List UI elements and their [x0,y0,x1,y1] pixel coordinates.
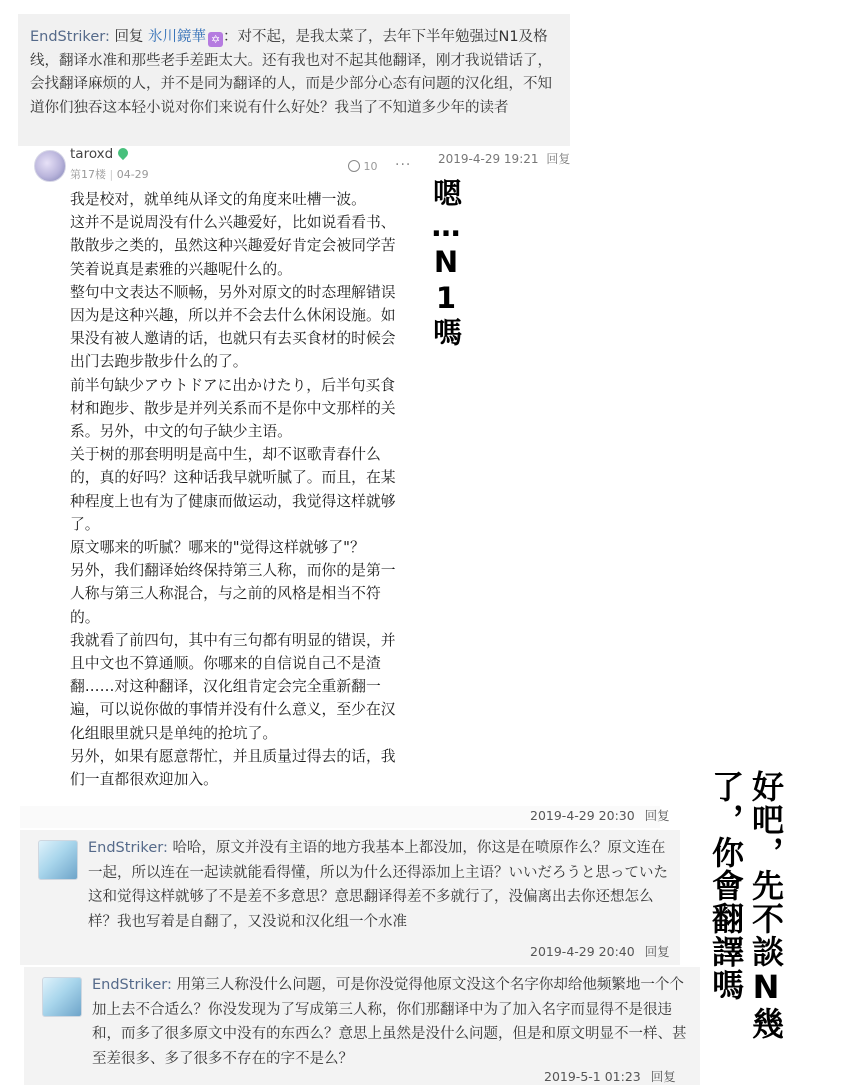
paragraph: 这并不是说周没有什么兴趣爱好，比如说看看书、散散步之类的，虽然这种兴趣爱好肯定会被同学苦笑着说真是素雅的兴趣呢什么的。 [70,214,396,278]
reply-body: 哈哈，原文并没有主语的地方我基本上都没加，你这是在喷原作么？原文连在一起，所以连在一起读就能看得懂，所以为什么还得添加上主语？いいだろうと思っていた这和觉得这样就够了不是差不多意思？意思翻译得差不多就行了，没偏离出去你还想怎么样？我也写着是自翻了，又没说和汉化组一个水准 [88,840,668,930]
short-date: 04-29 [116,168,149,181]
paragraph: 另外，我们翻译始终保持第三人称，而你的是第一人称与第三人称混合，与之前的风格是相当不符的。 [70,562,396,626]
user-badge-icon: ✡ [208,32,223,47]
like-icon [348,160,360,172]
post-body [70,188,408,791]
post-floor-meta: 第17楼 | 04-29 [70,168,149,181]
reply-text [88,836,668,934]
reply-time: 2019-4-29 20:30 [530,808,635,823]
reply-box [24,967,700,1085]
reply-time: 2019-5-1 01:23 [544,1069,641,1084]
reply-username[interactable]: EndStriker: [88,840,168,856]
reply-timerow [530,806,670,824]
annotation-right: 好吧，先不談N幾了，你會翻譯嗎 [707,770,785,1040]
more-options-icon[interactable]: ··· [395,157,412,173]
reply-timerow [530,942,670,960]
timestamp-text: 2019-4-29 19:21 [438,152,539,166]
top-reply-block [18,14,570,146]
username-text[interactable]: taroxd [70,146,114,162]
reply-username[interactable]: EndStriker: [92,977,172,993]
reply-avatar[interactable] [38,840,78,880]
mention-link[interactable]: 氷川鏡華 [148,29,207,45]
reply-body: 用第三人称没什么问题，可是你没觉得他原文没这个名字你却给他频繁地一个个加上去不合适么？你没发现为了写成第三人称，你们那翻译中为了加入名字而显得不是很违和，而多了很多原文中没有的东西么？意思上虽然是没什么问题，但是和原文明显不一样、甚至差很多、多了很多不存在的字不是么？ [92,977,687,1067]
reply-time: 2019-4-29 20:40 [530,944,635,959]
reply-avatar[interactable] [42,977,82,1017]
reply-link[interactable]: 回复 [644,944,670,959]
annotation-left: 嗯…N1嗎 [429,178,463,348]
paragraph: 因为是这种兴趣，所以并不会去什么休闲设施。如果没有被人邀请的话，也就只有去买食材的时候会出门去跑步散步什么的了。 [70,307,396,371]
post-timestamp [438,150,570,167]
paragraph: 关于树的那套明明是高中生，却不讴歌青春什么的，真的好吗？这种话我早就听腻了。而且，在某种程度上也有为了健康而做运动，我觉得这样就够了。 [70,446,396,533]
floor-label: 第17楼 [70,168,106,181]
like-button[interactable] [348,160,378,173]
reply-link[interactable]: 回复 [546,152,571,166]
reply-body: ：对不起，是我太菜了，去年下半年勉强过N1及格线，翻译水准和那些老手差距太大。还有我也对不起其他翻译，刚才我说错话了，会找翻译麻烦的人，并不是同为翻译的人，而是少部分心态有问题的汉化组，不知道你们独吞这本轻小说对你们来说有什么好处？我当了不知道多少年的读者 [30,29,552,116]
reply-link[interactable]: 回复 [644,808,670,823]
avatar[interactable] [34,150,66,182]
paragraph: 我是校对，就单纯从译文的角度来吐槽一波。 [70,191,366,208]
paragraph: 前半句缺少アウトドアに出かけたり，后半句买食材和跑步、散步是并列关系而不是你中文那样的关系。另外，中文的句子缺少主语。 [70,376,396,441]
verified-icon [116,146,130,160]
paragraph: 另外，如果有愿意帮忙，并且质量过得去的话，我们一直都很欢迎加入。 [70,747,396,789]
reply-box [20,830,680,965]
reply-text [92,973,692,1071]
paragraph: 整句中文表达不顺畅，另外对原文的时态理解错误 [70,283,396,301]
paragraph: 我就看了前四句，其中有三句都有明显的错误，并且中文也不算通顺。你哪来的自信说自己不是渣翻……对这种翻译，汉化组肯定会完全重新翻一遍，可以说你做的事情并没有什么意义，至少在汉化组眼里就只是单纯的抢坑了。 [70,631,396,742]
paragraph: 原文哪来的听腻？哪来的"觉得这样就够了"？ [70,539,365,557]
top-reply-text [30,26,565,120]
reply-timerow [544,1067,676,1085]
reply-username[interactable]: EndStriker: [30,29,110,45]
like-count: 10 [363,160,378,173]
reply-word: 回复 [114,29,144,45]
reply-link[interactable]: 回复 [650,1069,676,1084]
post-username[interactable] [70,146,128,162]
